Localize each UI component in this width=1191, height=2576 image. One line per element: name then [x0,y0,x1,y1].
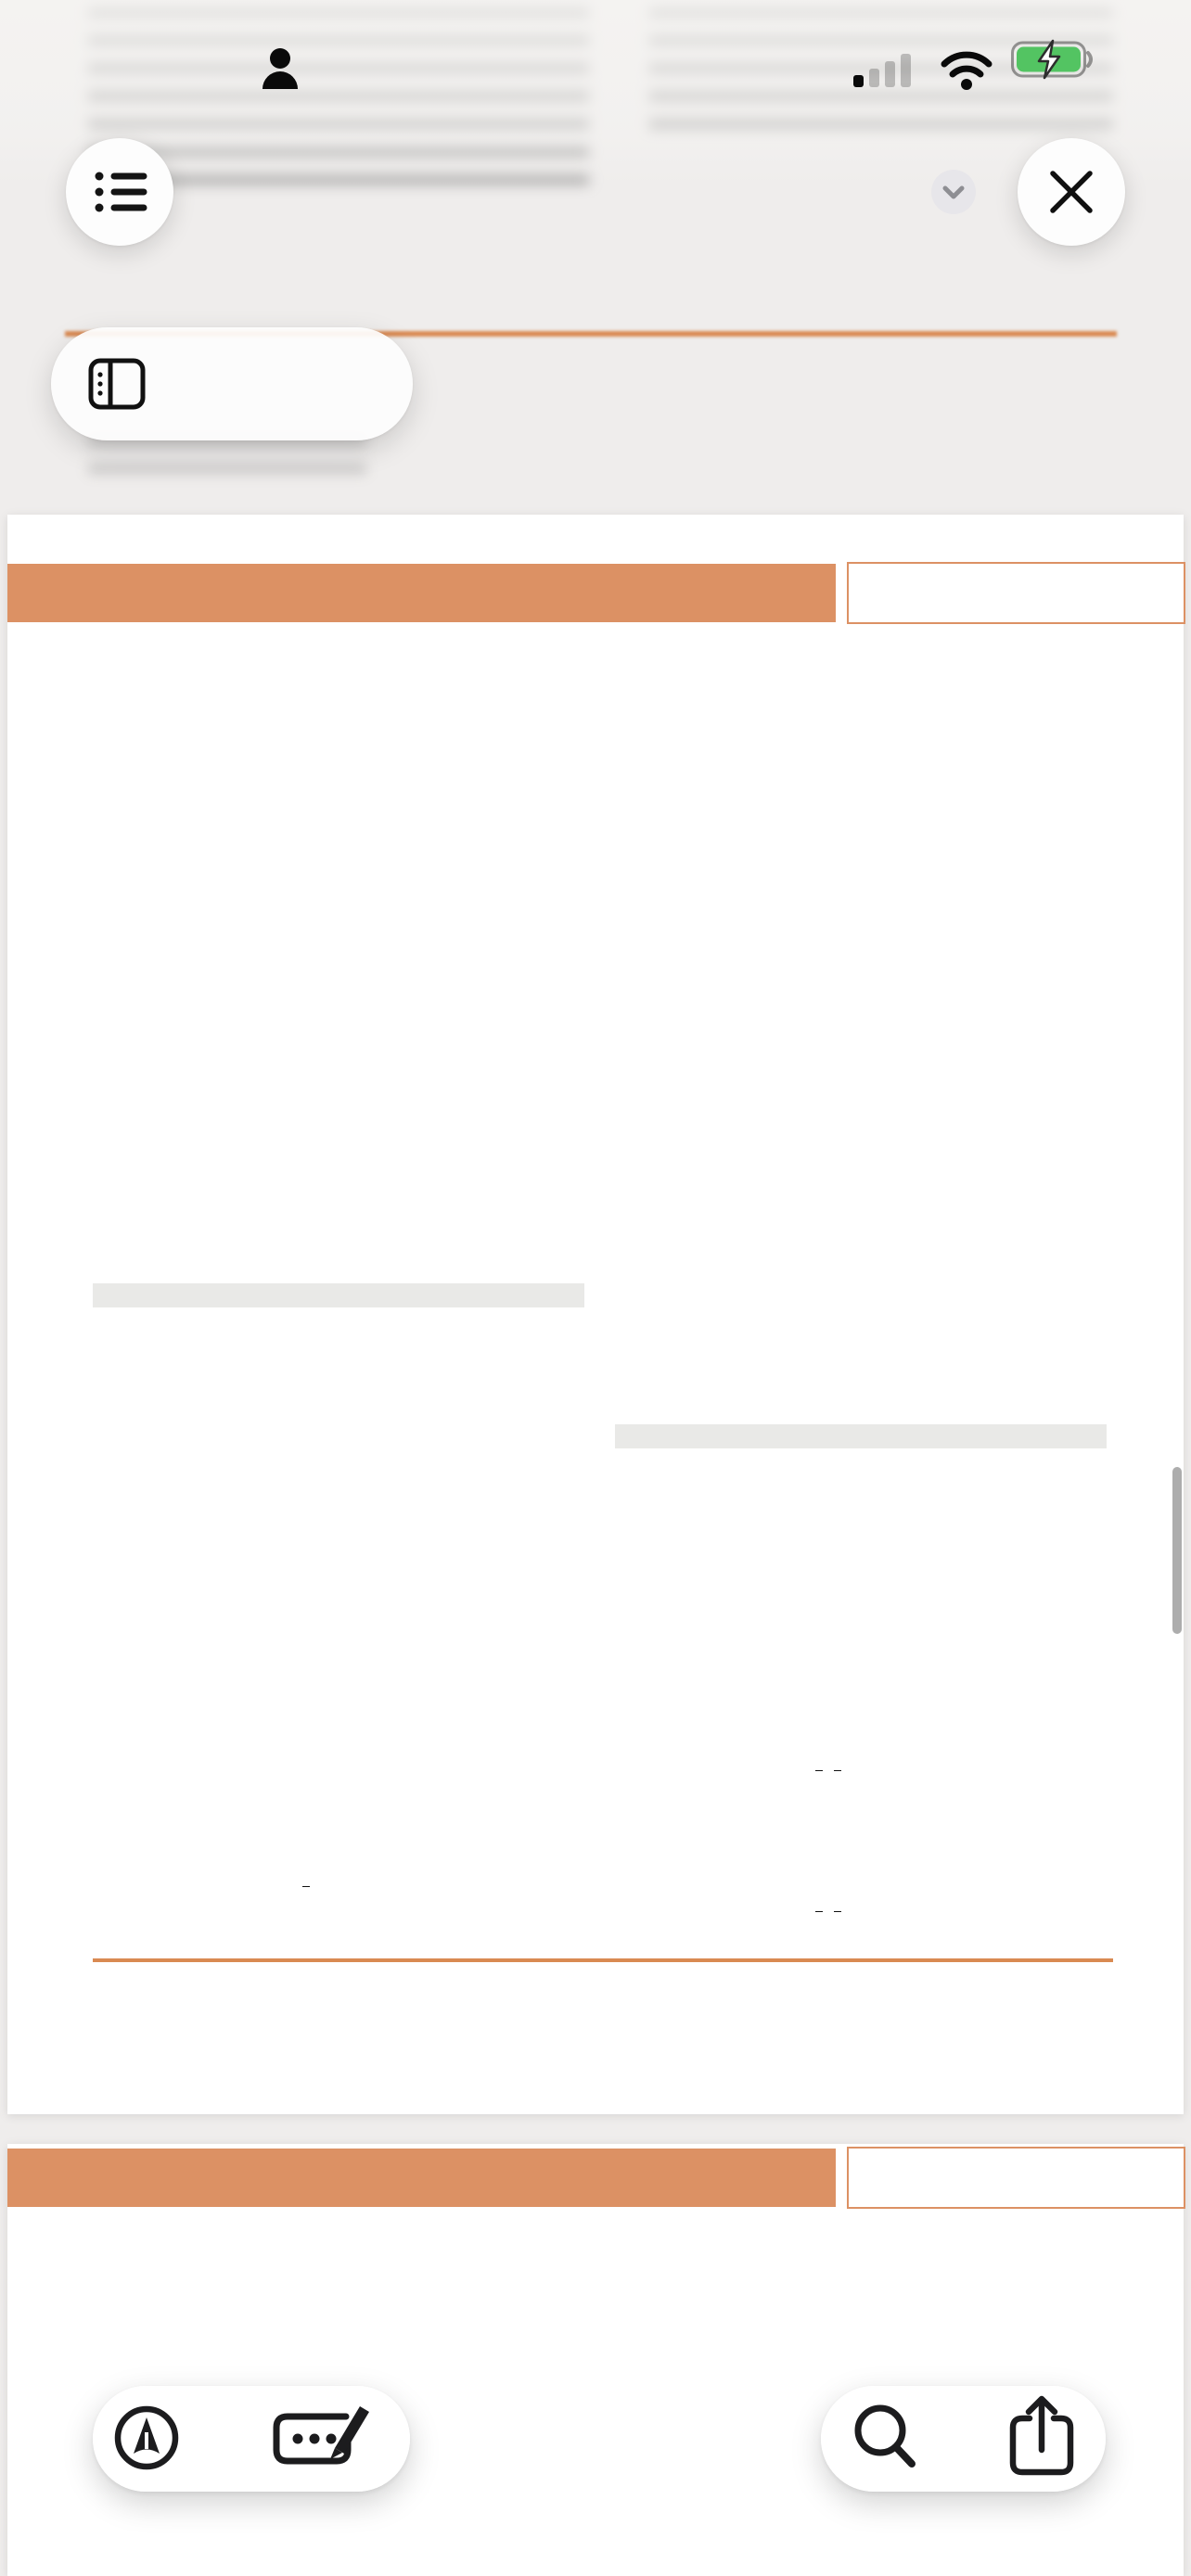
scrollbar-thumb[interactable] [1172,1467,1182,1634]
chevron-down-icon [931,170,976,214]
person-icon [260,46,301,91]
equation-15 [615,1757,1107,1781]
equation-16-body [615,1898,1042,1922]
markup-icon [264,2396,376,2481]
cellular-signal-icon [853,48,918,89]
journal-site-link[interactable] [847,562,1185,624]
title-dropdown-button[interactable] [931,170,976,214]
search-button[interactable] [849,2401,923,2475]
page-indicator[interactable] [51,327,413,440]
search-icon [849,2401,923,2475]
figure9-panel-b [615,1065,1155,1289]
figure9-caption [615,1424,1107,1448]
equation-16 [615,1898,1107,1922]
figure9-panel-a [615,677,1155,1065]
figure8-panel-a [88,666,603,974]
figure8-caption [93,1283,584,1307]
annotate-button[interactable] [109,2401,184,2475]
pdf-page-10 [7,2144,1184,2576]
blurred-background-text [88,436,366,491]
close-icon [1018,138,1125,246]
equation-14 [93,1873,584,1897]
pen-circle-icon [109,2401,184,2475]
figure8-panel-c [88,1099,603,1294]
toc-button[interactable] [66,138,173,246]
figure9-panel-c [615,1289,1155,1423]
list-icon [66,138,173,246]
journal-banner [7,564,836,622]
battery-charging-icon [1011,39,1100,80]
pdf-page-9 [7,515,1184,2114]
journal-banner [7,2149,836,2207]
wifi-icon [935,46,998,91]
share-icon [1002,2392,1085,2485]
page-thumbnail-icon [88,356,146,412]
status-bar [0,0,1191,102]
equation-15-body [615,1757,1042,1781]
close-button[interactable] [1018,138,1125,246]
figure8-panel-b [88,932,603,1099]
markup-button[interactable] [264,2396,376,2481]
journal-site-link[interactable] [847,2147,1185,2209]
share-button[interactable] [1002,2392,1085,2490]
footer-rule [93,1958,1113,1962]
equation-14-body [93,1873,519,1897]
